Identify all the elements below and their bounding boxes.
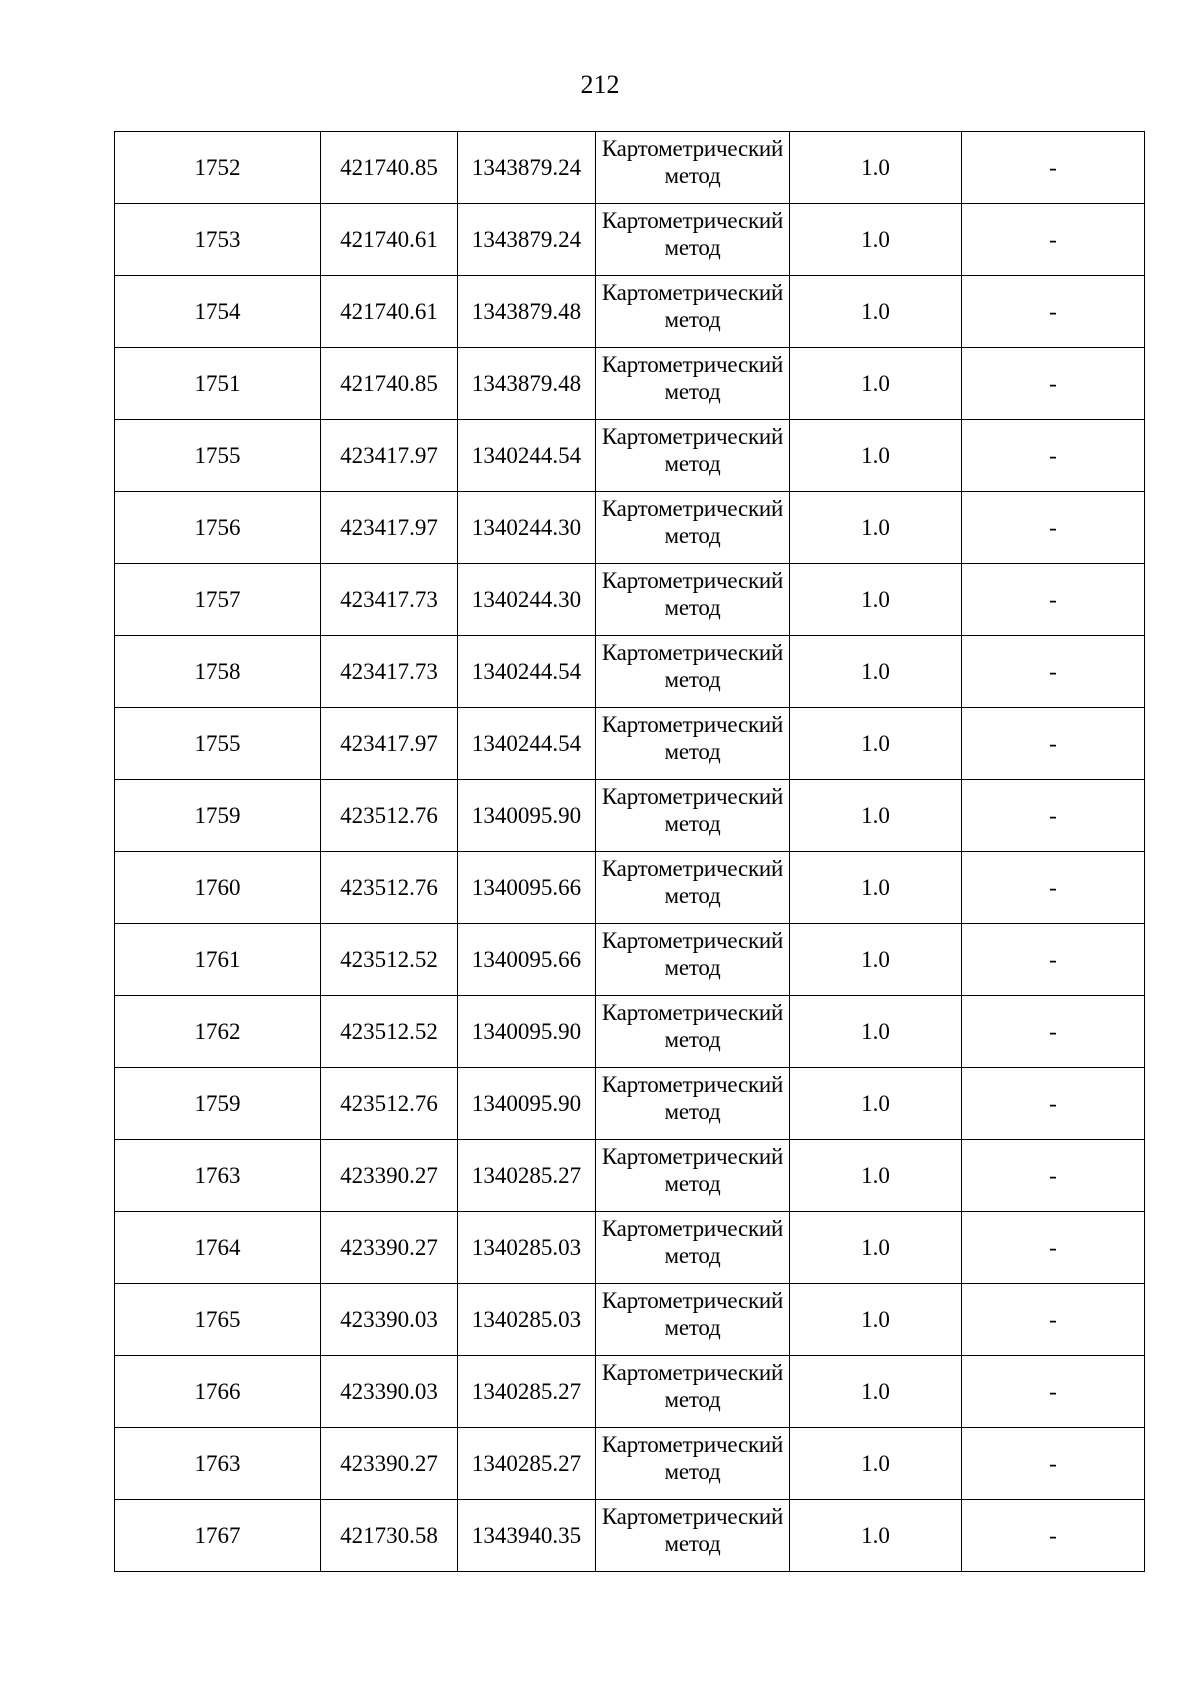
x-coordinate-cell: 423512.76: [321, 780, 458, 852]
note-cell: -: [962, 708, 1145, 780]
precision-cell: 1.0: [790, 564, 962, 636]
note-cell: -: [962, 1500, 1145, 1572]
note-cell: -: [962, 492, 1145, 564]
note-cell: -: [962, 1356, 1145, 1428]
method-cell: [596, 1068, 790, 1140]
coordinates-table: [114, 131, 1145, 1572]
precision-cell: 1.0: [790, 1428, 962, 1500]
table-row: [115, 1284, 1145, 1356]
method-line-2: метод: [664, 1027, 721, 1052]
method-line-1: Картометрический: [601, 712, 784, 737]
method-cell: [596, 1428, 790, 1500]
note-cell: -: [962, 1068, 1145, 1140]
x-coordinate-cell: 423417.97: [321, 492, 458, 564]
y-coordinate-cell: 1340095.66: [458, 924, 596, 996]
table-row: [115, 492, 1145, 564]
note-cell: -: [962, 852, 1145, 924]
precision-cell: 1.0: [790, 492, 962, 564]
table-row: [115, 420, 1145, 492]
y-coordinate-cell: 1340095.90: [458, 1068, 596, 1140]
x-coordinate-cell: 423390.27: [321, 1428, 458, 1500]
point-id-cell: 1753: [115, 204, 321, 276]
point-id-cell: 1764: [115, 1212, 321, 1284]
point-id-cell: 1762: [115, 996, 321, 1068]
table-row: [115, 708, 1145, 780]
y-coordinate-cell: 1340244.54: [458, 708, 596, 780]
method-line-2: метод: [664, 379, 721, 404]
table-row: [115, 1500, 1145, 1572]
method-line-2: метод: [664, 451, 721, 476]
point-id-cell: 1755: [115, 708, 321, 780]
x-coordinate-cell: 423417.73: [321, 636, 458, 708]
y-coordinate-cell: 1340095.90: [458, 996, 596, 1068]
x-coordinate-cell: 421740.85: [321, 132, 458, 204]
method-line-2: метод: [664, 811, 721, 836]
y-coordinate-cell: 1340095.66: [458, 852, 596, 924]
point-id-cell: 1752: [115, 132, 321, 204]
method-line-2: метод: [664, 1243, 721, 1268]
method-line-1: Картометрический: [601, 856, 784, 881]
note-cell: -: [962, 276, 1145, 348]
precision-cell: 1.0: [790, 348, 962, 420]
note-cell: -: [962, 924, 1145, 996]
note-cell: -: [962, 204, 1145, 276]
point-id-cell: 1763: [115, 1140, 321, 1212]
precision-cell: 1.0: [790, 1068, 962, 1140]
precision-cell: 1.0: [790, 204, 962, 276]
x-coordinate-cell: 421730.58: [321, 1500, 458, 1572]
method-line-2: метод: [664, 1459, 721, 1484]
table-row: [115, 1428, 1145, 1500]
y-coordinate-cell: 1340285.03: [458, 1284, 596, 1356]
method-cell: [596, 996, 790, 1068]
table-row: [115, 348, 1145, 420]
method-line-1: Картометрический: [601, 1144, 784, 1169]
x-coordinate-cell: 423417.73: [321, 564, 458, 636]
method-cell: [596, 708, 790, 780]
method-cell: [596, 276, 790, 348]
x-coordinate-cell: 423512.52: [321, 996, 458, 1068]
table-row: [115, 924, 1145, 996]
table-row: [115, 1356, 1145, 1428]
method-cell: [596, 348, 790, 420]
method-line-2: метод: [664, 235, 721, 260]
note-cell: -: [962, 1140, 1145, 1212]
method-line-2: метод: [664, 307, 721, 332]
method-line-1: Картометрический: [601, 280, 784, 305]
method-cell: [596, 780, 790, 852]
table-row: [115, 780, 1145, 852]
table-body: [115, 132, 1145, 1572]
table-row: [115, 204, 1145, 276]
x-coordinate-cell: 421740.61: [321, 276, 458, 348]
note-cell: -: [962, 1428, 1145, 1500]
method-line-2: метод: [664, 1387, 721, 1412]
point-id-cell: 1758: [115, 636, 321, 708]
method-line-1: Картометрический: [601, 1504, 784, 1529]
point-id-cell: 1755: [115, 420, 321, 492]
precision-cell: 1.0: [790, 852, 962, 924]
y-coordinate-cell: 1343879.24: [458, 204, 596, 276]
y-coordinate-cell: 1340244.30: [458, 564, 596, 636]
note-cell: -: [962, 636, 1145, 708]
point-id-cell: 1759: [115, 1068, 321, 1140]
y-coordinate-cell: 1340244.54: [458, 636, 596, 708]
page-number: 212: [580, 70, 620, 99]
method-line-1: Картометрический: [601, 1072, 784, 1097]
point-id-cell: 1760: [115, 852, 321, 924]
method-line-2: метод: [664, 667, 721, 692]
y-coordinate-cell: 1343879.24: [458, 132, 596, 204]
method-cell: [596, 1140, 790, 1212]
method-line-1: Картометрический: [601, 208, 784, 233]
method-cell: [596, 852, 790, 924]
precision-cell: 1.0: [790, 1212, 962, 1284]
method-line-1: Картометрический: [601, 784, 784, 809]
x-coordinate-cell: 423512.52: [321, 924, 458, 996]
precision-cell: 1.0: [790, 276, 962, 348]
point-id-cell: 1763: [115, 1428, 321, 1500]
method-line-1: Картометрический: [601, 1288, 784, 1313]
precision-cell: 1.0: [790, 1140, 962, 1212]
table-row: [115, 1068, 1145, 1140]
method-line-1: Картометрический: [601, 424, 784, 449]
method-line-2: метод: [664, 1531, 721, 1556]
method-cell: [596, 636, 790, 708]
method-cell: [596, 492, 790, 564]
table-row: [115, 1140, 1145, 1212]
method-cell: [596, 924, 790, 996]
method-line-1: Картометрический: [601, 352, 784, 377]
method-cell: [596, 1356, 790, 1428]
note-cell: -: [962, 1212, 1145, 1284]
precision-cell: 1.0: [790, 132, 962, 204]
point-id-cell: 1765: [115, 1284, 321, 1356]
method-line-2: метод: [664, 883, 721, 908]
method-line-2: метод: [664, 523, 721, 548]
y-coordinate-cell: 1343879.48: [458, 276, 596, 348]
table-row: [115, 132, 1145, 204]
precision-cell: 1.0: [790, 996, 962, 1068]
method-line-1: Картометрический: [601, 1432, 784, 1457]
note-cell: -: [962, 348, 1145, 420]
method-line-2: метод: [664, 1171, 721, 1196]
method-cell: [596, 1284, 790, 1356]
method-line-2: метод: [664, 595, 721, 620]
table-row: [115, 852, 1145, 924]
x-coordinate-cell: 423390.03: [321, 1356, 458, 1428]
y-coordinate-cell: 1340285.27: [458, 1140, 596, 1212]
method-cell: [596, 132, 790, 204]
method-line-2: метод: [664, 1315, 721, 1340]
method-line-1: Картометрический: [601, 1216, 784, 1241]
precision-cell: 1.0: [790, 1284, 962, 1356]
y-coordinate-cell: 1343940.35: [458, 1500, 596, 1572]
note-cell: -: [962, 780, 1145, 852]
method-cell: [596, 1500, 790, 1572]
precision-cell: 1.0: [790, 708, 962, 780]
point-id-cell: 1767: [115, 1500, 321, 1572]
table-row: [115, 564, 1145, 636]
y-coordinate-cell: 1340285.27: [458, 1428, 596, 1500]
x-coordinate-cell: 423417.97: [321, 708, 458, 780]
y-coordinate-cell: 1340095.90: [458, 780, 596, 852]
precision-cell: 1.0: [790, 780, 962, 852]
method-line-1: Картометрический: [601, 496, 784, 521]
note-cell: -: [962, 564, 1145, 636]
point-id-cell: 1756: [115, 492, 321, 564]
method-cell: [596, 1212, 790, 1284]
x-coordinate-cell: 423512.76: [321, 1068, 458, 1140]
precision-cell: 1.0: [790, 636, 962, 708]
method-line-1: Картометрический: [601, 1000, 784, 1025]
method-cell: [596, 420, 790, 492]
method-line-1: Картометрический: [601, 568, 784, 593]
precision-cell: 1.0: [790, 420, 962, 492]
x-coordinate-cell: 423417.97: [321, 420, 458, 492]
y-coordinate-cell: 1340285.27: [458, 1356, 596, 1428]
method-line-2: метод: [664, 163, 721, 188]
x-coordinate-cell: 423390.27: [321, 1212, 458, 1284]
method-line-2: метод: [664, 955, 721, 980]
note-cell: -: [962, 420, 1145, 492]
precision-cell: 1.0: [790, 924, 962, 996]
table-row: [115, 636, 1145, 708]
method-line-2: метод: [664, 1099, 721, 1124]
method-line-1: Картометрический: [601, 136, 784, 161]
precision-cell: 1.0: [790, 1500, 962, 1572]
method-line-1: Картометрический: [601, 640, 784, 665]
method-cell: [596, 204, 790, 276]
table-row: [115, 276, 1145, 348]
point-id-cell: 1751: [115, 348, 321, 420]
method-line-2: метод: [664, 739, 721, 764]
x-coordinate-cell: 423390.03: [321, 1284, 458, 1356]
point-id-cell: 1759: [115, 780, 321, 852]
point-id-cell: 1766: [115, 1356, 321, 1428]
method-line-1: Картометрический: [601, 1360, 784, 1385]
table-row: [115, 996, 1145, 1068]
note-cell: -: [962, 996, 1145, 1068]
table-row: [115, 1212, 1145, 1284]
x-coordinate-cell: 421740.61: [321, 204, 458, 276]
x-coordinate-cell: 421740.85: [321, 348, 458, 420]
method-line-1: Картометрический: [601, 928, 784, 953]
y-coordinate-cell: 1340244.30: [458, 492, 596, 564]
point-id-cell: 1757: [115, 564, 321, 636]
y-coordinate-cell: 1340285.03: [458, 1212, 596, 1284]
note-cell: -: [962, 1284, 1145, 1356]
x-coordinate-cell: 423512.76: [321, 852, 458, 924]
precision-cell: 1.0: [790, 1356, 962, 1428]
method-cell: [596, 564, 790, 636]
note-cell: -: [962, 132, 1145, 204]
y-coordinate-cell: 1340244.54: [458, 420, 596, 492]
x-coordinate-cell: 423390.27: [321, 1140, 458, 1212]
y-coordinate-cell: 1343879.48: [458, 348, 596, 420]
point-id-cell: 1761: [115, 924, 321, 996]
point-id-cell: 1754: [115, 276, 321, 348]
